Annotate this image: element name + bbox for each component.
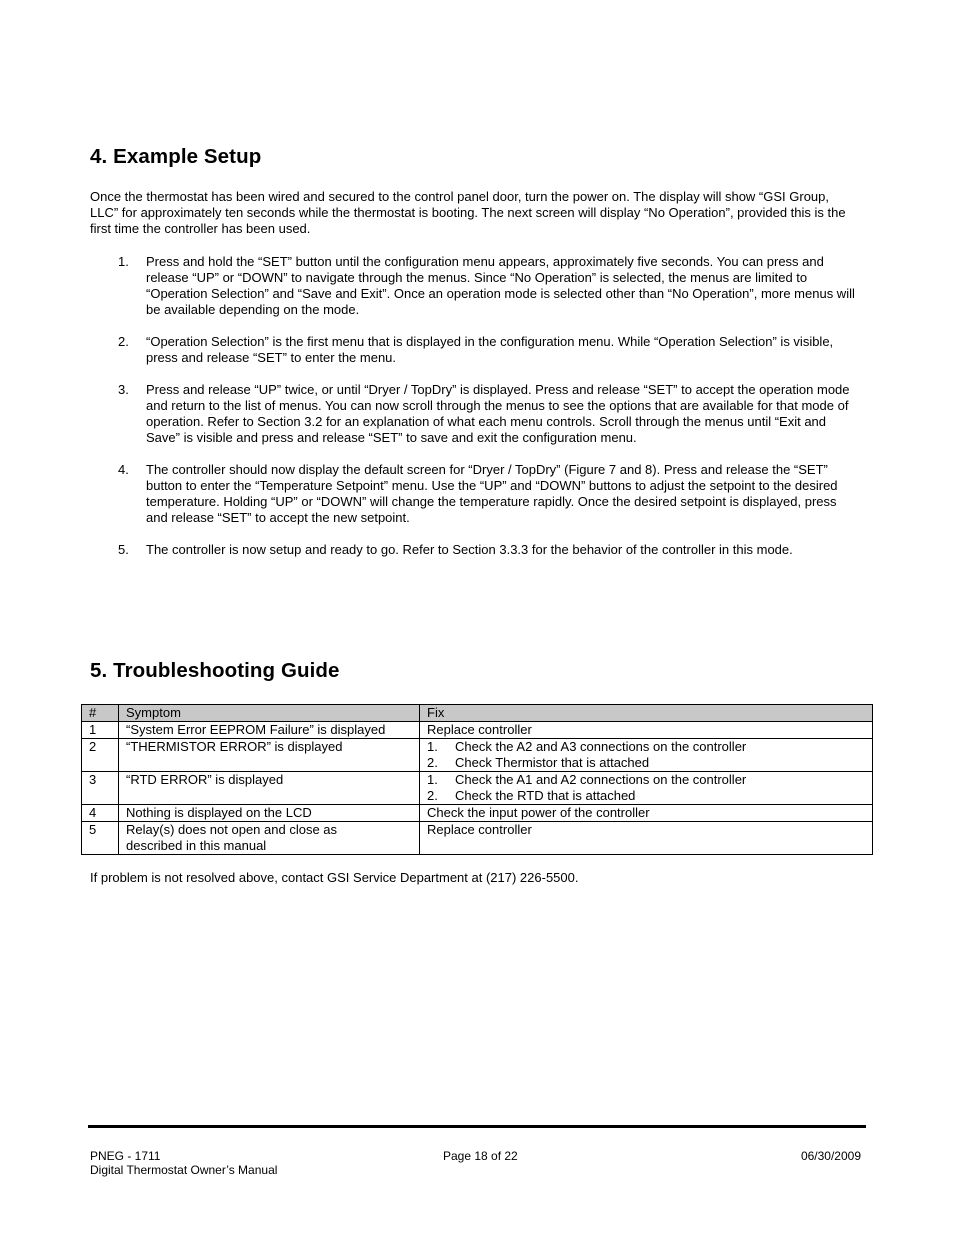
fix-item-number: 1. <box>427 739 438 754</box>
section-5-heading: 5. Troubleshooting Guide <box>90 659 340 682</box>
row-symptom: “RTD ERROR” is displayed <box>119 772 420 805</box>
fix-item <box>427 739 872 755</box>
troubleshooting-table <box>81 704 873 855</box>
row-fix <box>420 739 873 772</box>
fix-item-number: 1. <box>427 772 438 787</box>
footer-divider <box>88 1125 866 1128</box>
footer-page-number: Page 18 of 22 <box>443 1149 518 1163</box>
footer-date: 06/30/2009 <box>800 1149 861 1163</box>
section-4-intro: Once the thermostat has been wired and secured to the control panel door, turn the power on. The display will show “GSI Group, LLC” for approximately ten seconds while the thermostat is booting. The next screen will display “No Operation”, provided this is the first time the controller has been used. <box>90 189 846 236</box>
setup-step <box>90 382 860 446</box>
section-4-heading: 4. Example Setup <box>90 145 262 168</box>
setup-step <box>90 542 860 558</box>
step-number: 2. <box>118 334 129 349</box>
setup-step <box>90 334 860 366</box>
row-symptom: “THERMISTOR ERROR” is displayed <box>119 739 420 772</box>
table-row <box>82 822 873 855</box>
step-text: “Operation Selection” is the first menu that is displayed in the configuration menu. While “Operation Selection” is visible, press and release “SET” to enter the menu. <box>146 334 834 365</box>
setup-step <box>90 462 860 526</box>
table-header-row <box>82 705 873 722</box>
row-number: 1 <box>82 722 119 739</box>
step-number: 3. <box>118 382 129 397</box>
row-number: 3 <box>82 772 119 805</box>
table-row <box>82 805 873 822</box>
fix-item-text: Check Thermistor that is attached <box>455 755 650 770</box>
step-text: Press and release “UP” twice, or until “Dryer / TopDry” is displayed. Press and release “SET” to accept the operation mode and return to the list of menus. You can now scroll through the menus to see the options that are available for that mode of operation. Refer to Section 3.2 for an explanation of what each menu controls. Scroll through the menus until “Exit and Save” is visible and press and release “SET” to save and exit the configuration menu. <box>146 382 850 445</box>
fix-item-text: Check the A2 and A3 connections on the controller <box>455 739 747 754</box>
fix-item-text: Check the RTD that is attached <box>455 788 636 803</box>
troubleshooting-note: If problem is not resolved above, contact GSI Service Department at (217) 226-5500. <box>90 870 579 885</box>
fix-item-text: Check the A1 and A2 connections on the controller <box>455 772 747 787</box>
step-number: 4. <box>118 462 129 477</box>
footer-left <box>90 1149 277 1177</box>
footer-doc-id: PNEG - 1711 <box>90 1149 161 1163</box>
row-symptom: Relay(s) does not open and close as described in this manual <box>119 822 420 855</box>
fix-item <box>427 788 872 804</box>
table-row <box>82 772 873 805</box>
step-number: 5. <box>118 542 129 557</box>
fix-item-number: 2. <box>427 755 438 770</box>
row-number: 4 <box>82 805 119 822</box>
table-row <box>82 722 873 739</box>
row-fix: Check the input power of the controller <box>420 805 873 822</box>
row-fix: Replace controller <box>420 722 873 739</box>
fix-item-number: 2. <box>427 788 438 803</box>
setup-steps-list <box>90 254 860 574</box>
step-text: The controller should now display the default screen for “Dryer / TopDry” (Figure 7 and 8). Press and release the “SET” button to enter the “Temperature Setpoint” menu. Use the “UP” and “DOWN” buttons to adjust the setpoint to the desired temperature. Holding “UP” or “DOWN” will change the temperature rapidly. Once the desired setpoint is displayed, press and release “SET” to accept the new setpoint. <box>146 462 838 525</box>
row-fix: Replace controller <box>420 822 873 855</box>
fix-item <box>427 755 872 771</box>
step-text: Press and hold the “SET” button until the configuration menu appears, approximately five seconds. You can press and release “UP” or “DOWN” to navigate through the menus. Since “No Operation” is selected, the menus are limited to “Operation Selection” and “Save and Exit”. Once an operation mode is selected other than “No Operation”, more menus will be available depending on the mode. <box>146 254 855 317</box>
fix-item <box>427 772 872 788</box>
row-number: 5 <box>82 822 119 855</box>
row-number: 2 <box>82 739 119 772</box>
row-fix <box>420 772 873 805</box>
header-symptom: Symptom <box>119 705 420 722</box>
step-text: The controller is now setup and ready to go. Refer to Section 3.3.3 for the behavior of the controller in this mode. <box>146 542 793 557</box>
step-number: 1. <box>118 254 129 269</box>
setup-step <box>90 254 860 318</box>
header-number: # <box>82 705 119 722</box>
header-fix: Fix <box>420 705 873 722</box>
table-row <box>82 739 873 772</box>
row-symptom: “System Error EEPROM Failure” is displayed <box>119 722 420 739</box>
row-symptom: Nothing is displayed on the LCD <box>119 805 420 822</box>
footer-doc-title: Digital Thermostat Owner’s Manual <box>90 1163 278 1177</box>
